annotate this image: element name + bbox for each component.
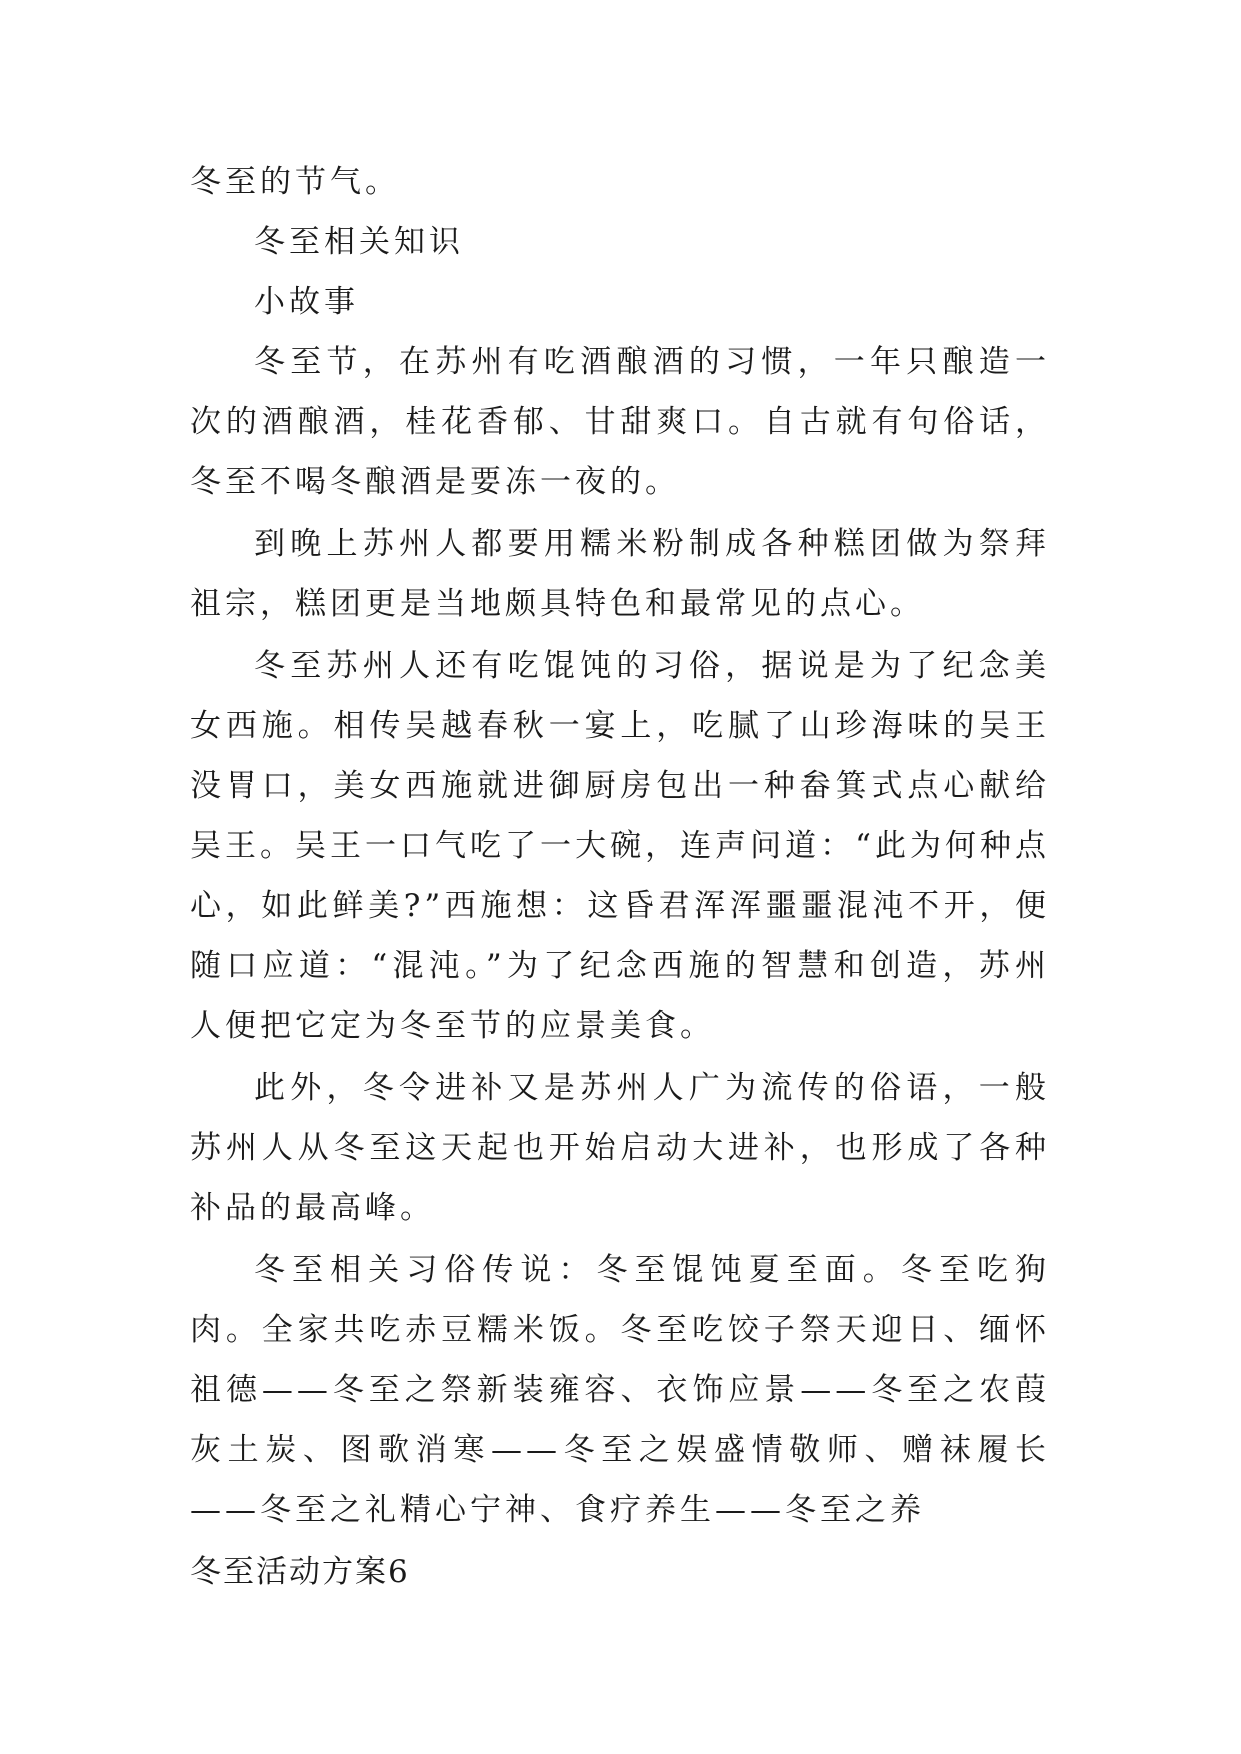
section-title: 冬至相关知识 (254, 224, 464, 260)
subsection-title: 小故事 (254, 284, 359, 320)
document-body (190, 152, 1050, 1602)
paragraph-5: 冬至相关习俗传说：冬至馄饨夏至面。冬至吃狗肉。全家共吃赤豆糯米饭。冬至吃饺子祭天迎日、缅怀祖德——冬至之祭新装雍容、衣饰应景——冬至之农葭灰土炭、图歌消寒——冬至之娱盛情敬师、赠袜履长——冬至之礼精心宁神、食疗养生——冬至之养 (190, 1252, 1050, 1528)
paragraph-3: 冬至苏州人还有吃馄饨的习俗，据说是为了纪念美女西施。相传吴越春秋一宴上，吃腻了山珍海味的吴王没胃口，美女西施就进御厨房包出一种畚箕式点心献给吴王。吴王一口气吃了一大碗，连声问道：“此为何种点心，如此鲜美?”西施想：这昏君浑浑噩噩混沌不开，便随口应道：“混沌。”为了纪念西施的智慧和创造，苏州人便把它定为冬至节的应景美食。 (190, 648, 1050, 1044)
paragraph-2: 到晚上苏州人都要用糯米粉制成各种糕团做为祭拜祖宗，糕团更是当地颇具特色和最常见的点心。 (190, 526, 1050, 622)
paragraph-4: 此外，冬令进补又是苏州人广为流传的俗语，一般苏州人从冬至这天起也开始启动大进补，也形成了各种补品的最高峰。 (190, 1070, 1050, 1226)
lead-line: 冬至的节气。 (190, 164, 400, 200)
paragraph-1: 冬至节，在苏州有吃酒酿酒的习惯，一年只酿造一次的酒酿酒，桂花香郁、甘甜爽口。自古就有句俗话，冬至不喝冬酿酒是要冻一夜的。 (190, 344, 1050, 500)
closing-heading: 冬至活动方案6 (190, 1554, 410, 1590)
